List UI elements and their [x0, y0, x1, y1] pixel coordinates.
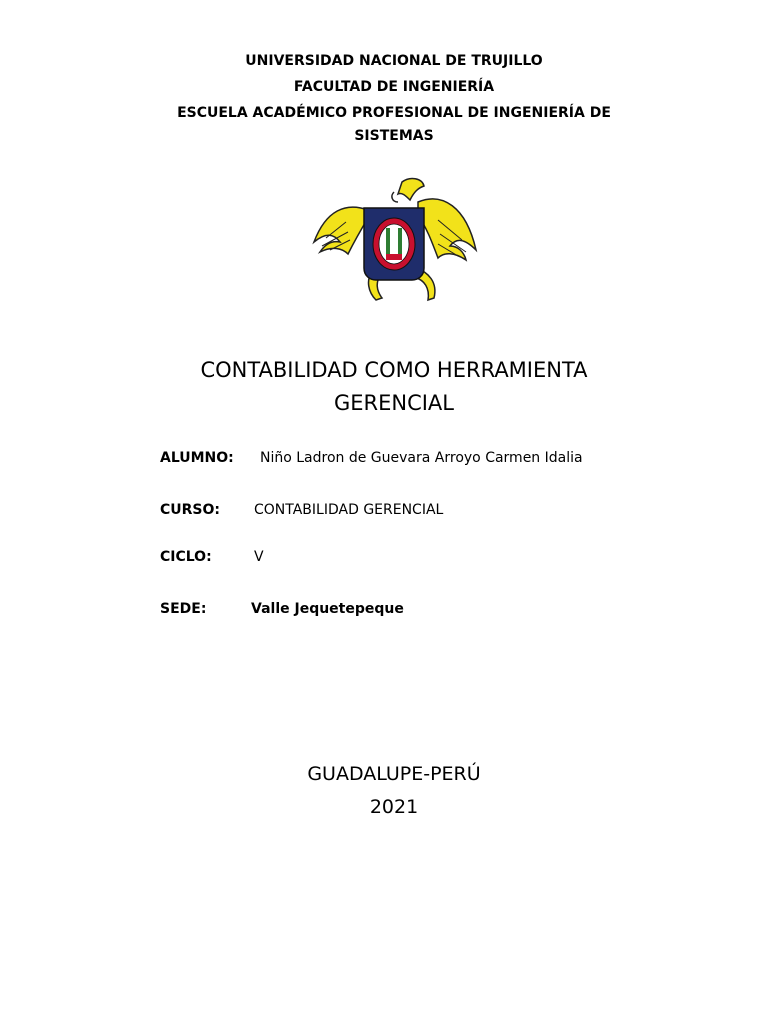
- document-title-line1: CONTABILIDAD COMO HERRAMIENTA: [200, 358, 588, 382]
- sede-value: Valle Jequetepeque: [251, 601, 404, 617]
- footer-place: GUADALUPE-PERÚ: [307, 763, 481, 785]
- university-name: UNIVERSIDAD NACIONAL DE TRUJILLO: [245, 53, 543, 69]
- university-crest-icon: [306, 172, 482, 308]
- sede-label: SEDE:: [160, 601, 207, 617]
- school-name-line1: ESCUELA ACADÉMICO PROFESIONAL DE INGENIERÍA DE: [177, 105, 611, 121]
- alumno-value: Niño Ladron de Guevara Arroyo Carmen Idalia: [260, 450, 583, 466]
- alumno-label: ALUMNO:: [160, 450, 234, 466]
- document-title-line2: GERENCIAL: [333, 391, 455, 415]
- footer-year: 2021: [369, 796, 419, 818]
- ciclo-value: V: [254, 549, 264, 565]
- faculty-name: FACULTAD DE INGENIERÍA: [293, 79, 495, 95]
- school-name-line2: SISTEMAS: [354, 128, 434, 144]
- curso-value: CONTABILIDAD GERENCIAL: [254, 502, 444, 518]
- ciclo-label: CICLO:: [160, 549, 212, 565]
- curso-label: CURSO:: [160, 502, 221, 518]
